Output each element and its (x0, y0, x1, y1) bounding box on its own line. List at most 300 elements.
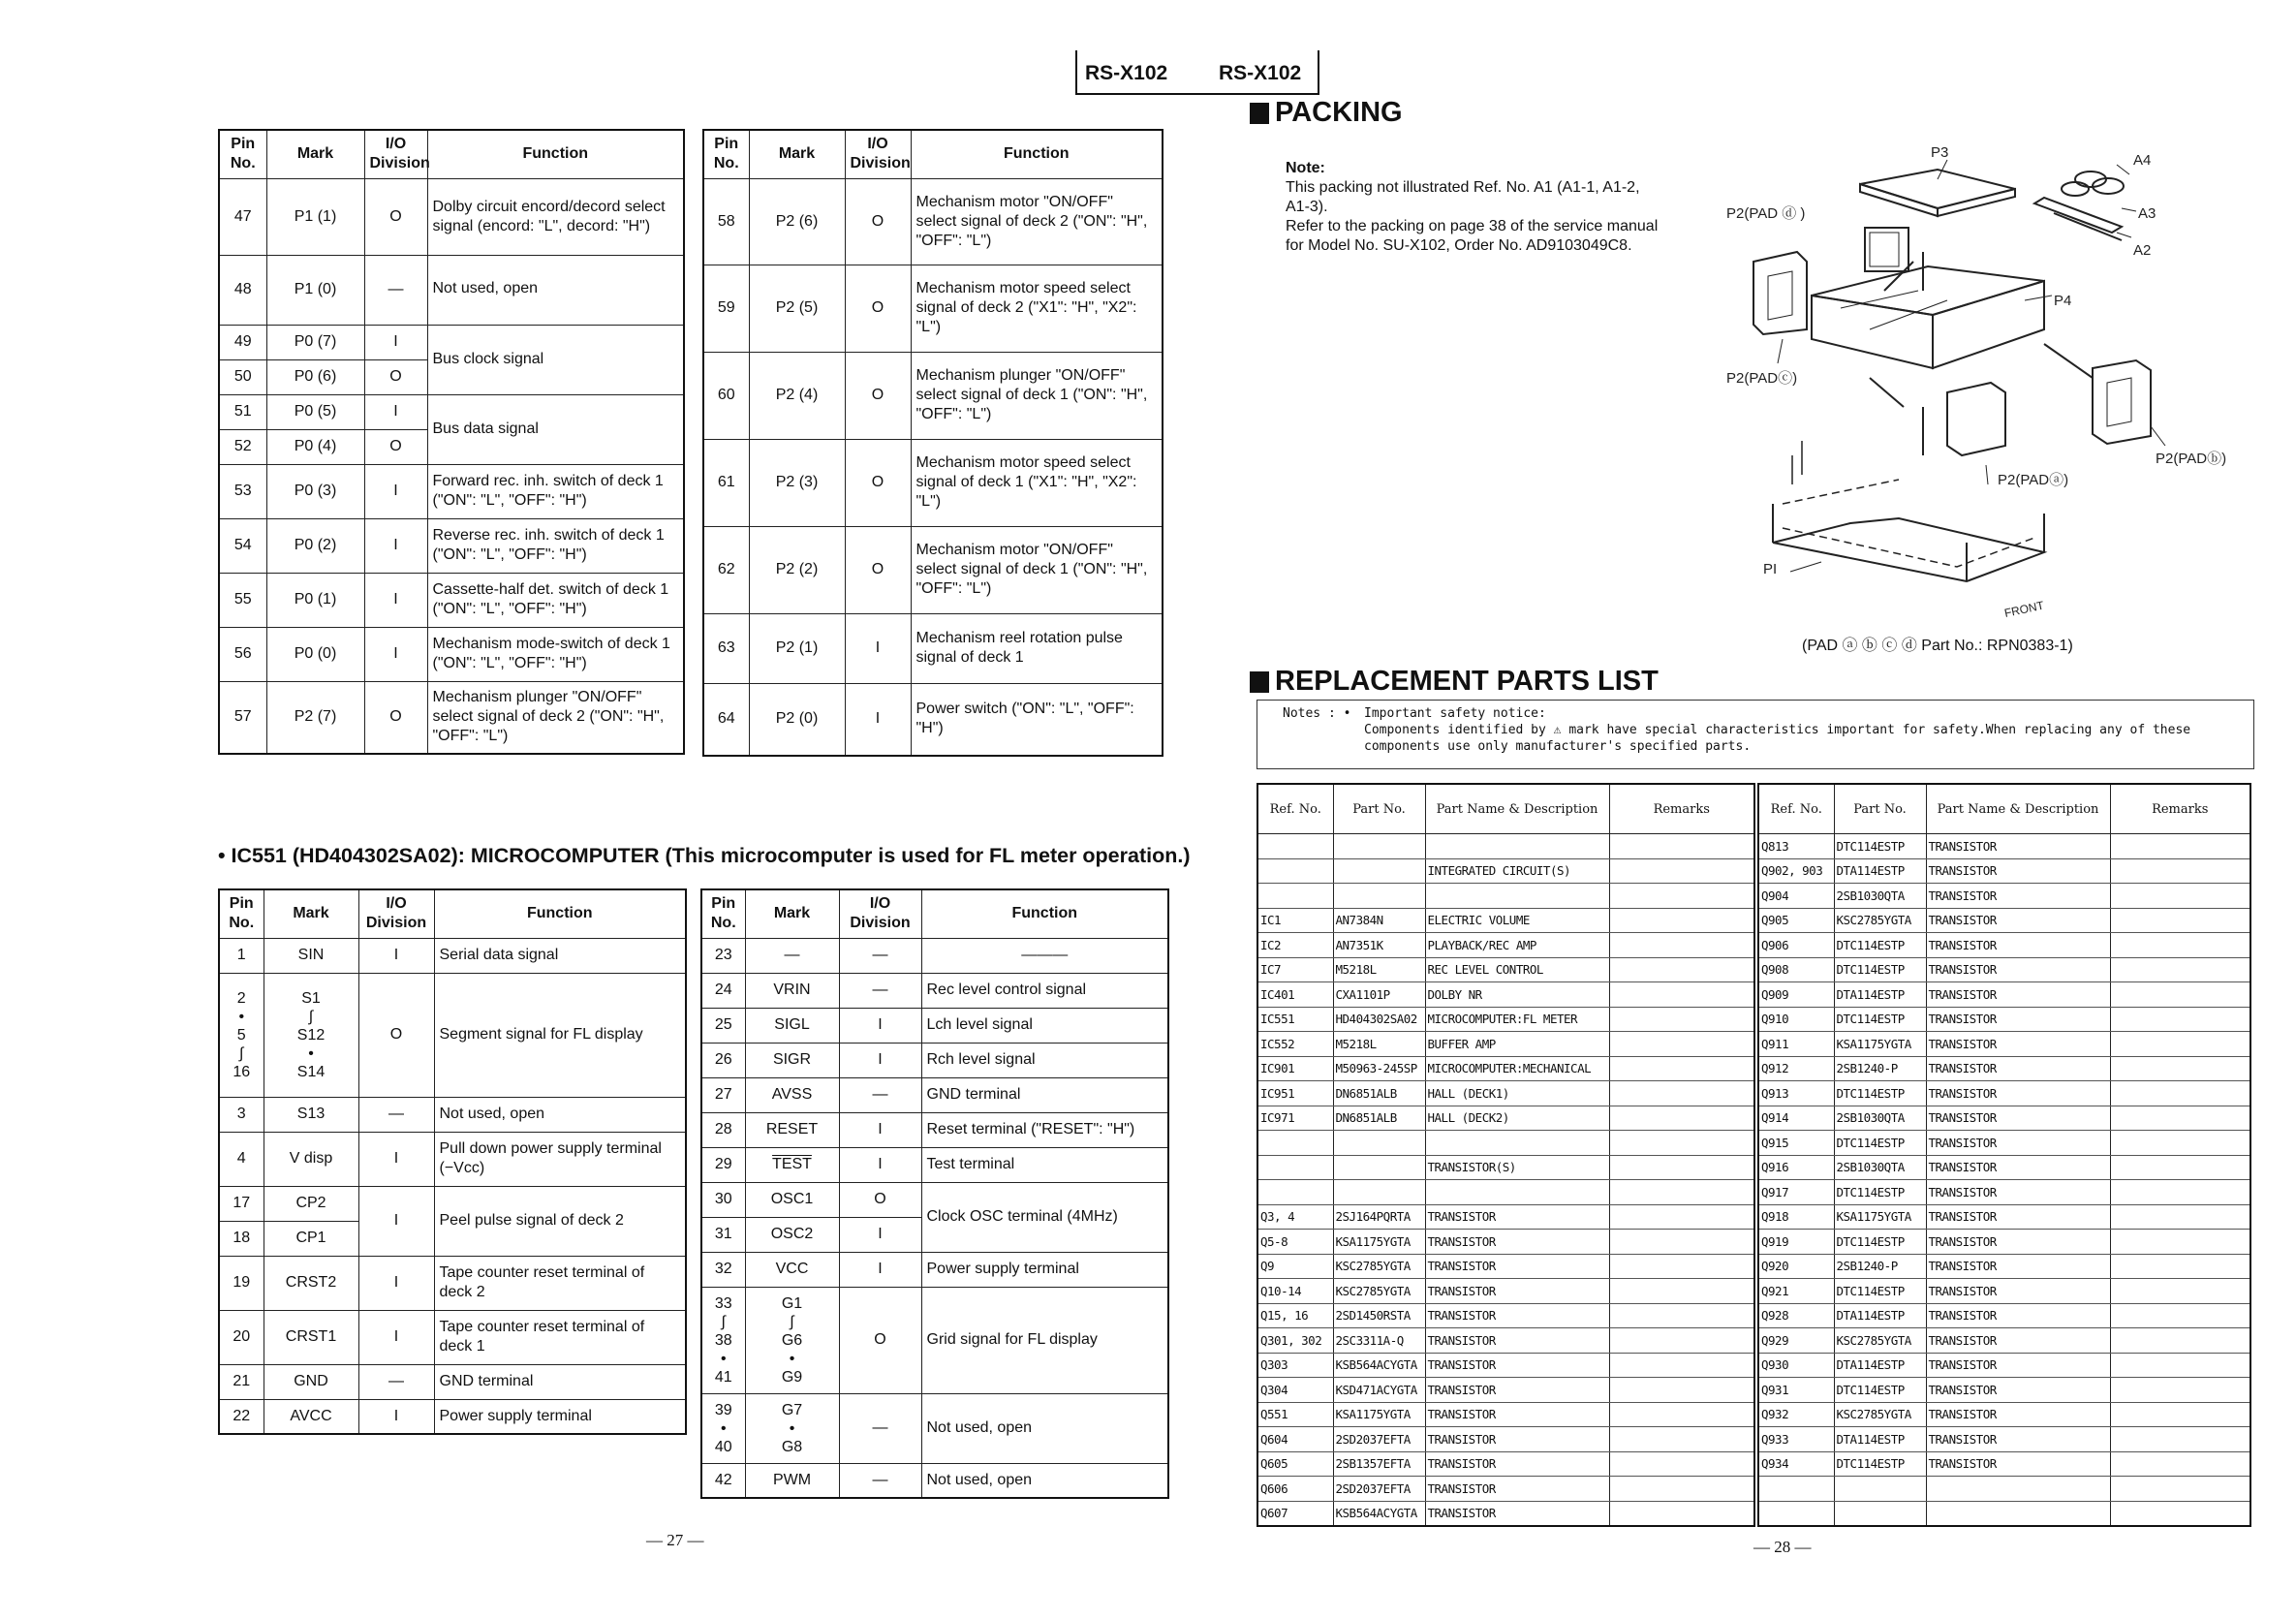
cell-name: REC LEVEL CONTROL (1425, 957, 1609, 982)
cell-name (1425, 834, 1609, 859)
cell-part: KSA1175YGTA (1333, 1230, 1425, 1255)
cell-name: TRANSISTOR (1926, 908, 2110, 933)
table-row (1257, 908, 1754, 933)
cell-rem (2110, 1032, 2250, 1057)
cell-part: KSC2785YGTA (1834, 908, 1926, 933)
cell-part: DTC114ESTP (1834, 1007, 1926, 1032)
pin-table-2 (702, 129, 1164, 757)
cell-rem (1609, 1155, 1754, 1180)
cell-ref (1257, 834, 1333, 859)
label-pad-b: P2(PADⓑ) (2156, 451, 2227, 467)
cell-rem (1609, 1032, 1754, 1057)
cell-name: HALL (DECK2) (1425, 1106, 1609, 1131)
ic551-section-title: • IC551 (HD404302SA02): MICROCOMPUTER (This microcomputer is used for FL meter operation.) (218, 844, 1191, 867)
pin-table-4 (700, 888, 1169, 1499)
cell-name: DOLBY NR (1425, 982, 1609, 1008)
cell-rem (1609, 1131, 1754, 1156)
cell-name (1425, 884, 1609, 909)
table-row: 30 OSC1 O Clock OSC terminal (4MHz) (701, 1182, 1168, 1217)
cell-ref: Q921 (1758, 1279, 1834, 1304)
cell-ref: Q906 (1758, 933, 1834, 958)
cell-ref: Q916 (1758, 1155, 1834, 1180)
table-row (1758, 1427, 2250, 1452)
table-row (1758, 1501, 2250, 1526)
col-part-no: Part No. (1834, 784, 1926, 834)
cell-rem (2110, 908, 2250, 933)
cell-name: TRANSISTOR (1425, 1477, 1609, 1502)
table-row (1257, 982, 1754, 1008)
cell-part: M5218L (1333, 1032, 1425, 1057)
table-row: 25 SIGL I Lch level signal (701, 1008, 1168, 1043)
cell-name (1926, 1501, 2110, 1526)
table-row (1758, 1155, 2250, 1180)
cell-name: TRANSISTOR (1926, 1353, 2110, 1378)
table-row (1257, 1180, 1754, 1205)
cell-rem (1609, 1106, 1754, 1131)
cell-rem (1609, 1427, 1754, 1452)
cell-ref: IC951 (1257, 1081, 1333, 1106)
table-row (1257, 1254, 1754, 1279)
cell-rem (2110, 1204, 2250, 1230)
cell-name: TRANSISTOR(S) (1425, 1155, 1609, 1180)
cell-ref: Q919 (1758, 1230, 1834, 1255)
cell-part: 2SB1030QTA (1834, 884, 1926, 909)
cell-part: DN6851ALB (1333, 1081, 1425, 1106)
col-io: I/O Division (364, 130, 427, 178)
cell-part: DTA114ESTP (1834, 1353, 1926, 1378)
cell-name: TRANSISTOR (1926, 1279, 2110, 1304)
cell-name: ELECTRIC VOLUME (1425, 908, 1609, 933)
cell-name: TRANSISTOR (1425, 1402, 1609, 1427)
table-row: 26 SIGR I Rch level signal (701, 1043, 1168, 1077)
table-row (1758, 1378, 2250, 1403)
pad-a (1947, 383, 2005, 455)
label-p3: P3 (1931, 144, 1949, 161)
cell-ref: Q605 (1257, 1451, 1333, 1477)
label-pad-c: P2(PADⓒ) (1726, 370, 1798, 387)
label-a4: A4 (2133, 152, 2152, 169)
cell-name: TRANSISTOR (1926, 1378, 2110, 1403)
cell-rem (2110, 858, 2250, 884)
table-row (1257, 1402, 1754, 1427)
cell-part: DTC114ESTP (1834, 1180, 1926, 1205)
cell-name: TRANSISTOR (1926, 1180, 2110, 1205)
cell-rem (2110, 884, 2250, 909)
label-a3: A3 (2138, 205, 2156, 222)
cell-ref: Q908 (1758, 957, 1834, 982)
table-row: 55 P0 (1) I Cassette-half det. switch of deck 1 ("ON": "L", "OFF": "H") (219, 573, 684, 627)
cell-part: CXA1101P (1333, 982, 1425, 1008)
pin-table-1 (218, 129, 685, 755)
cell-rem (2110, 1131, 2250, 1156)
col-io: I/O Division (839, 889, 921, 938)
table-row: 53 P0 (3) I Forward rec. inh. switch of deck 1 ("ON": "L", "OFF": "H") (219, 464, 684, 518)
cell-rem (1609, 1451, 1754, 1477)
table-row: 51 P0 (5) I Bus data signal (219, 394, 684, 429)
table-row (1257, 1451, 1754, 1477)
table-row: 18 CP1 (219, 1221, 686, 1256)
table-row (1758, 1032, 2250, 1057)
table-row (1758, 858, 2250, 884)
accessory-a2 (2034, 198, 2122, 233)
cell-name: TRANSISTOR (1425, 1427, 1609, 1452)
table-row (1758, 982, 2250, 1008)
cell-ref (1257, 1155, 1333, 1180)
table-row (1257, 1056, 1754, 1081)
table-row (1758, 1303, 2250, 1328)
parts-table-right (1757, 783, 2251, 1527)
label-pad-a: P2(PADⓐ) (1998, 472, 2069, 488)
cell-name: TRANSISTOR (1926, 1230, 2110, 1255)
cell-part: DTA114ESTP (1834, 858, 1926, 884)
table-row (1758, 1106, 2250, 1131)
cell-part (1834, 1477, 1926, 1502)
table-row (1257, 858, 1754, 884)
cell-rem (2110, 1106, 2250, 1131)
cell-ref: Q5-8 (1257, 1230, 1333, 1255)
table-row: 33 ∫ 38 • 41 G1 ∫ G6 • G9 O Grid signal for FL display (701, 1287, 1168, 1393)
cell-part: KSB564ACYGTA (1333, 1353, 1425, 1378)
table-row (1257, 933, 1754, 958)
table-row: 58 P2 (6) O Mechanism motor "ON/OFF" select signal of deck 2 ("ON": "H", "OFF": "L") (703, 178, 1163, 265)
cell-ref: Q909 (1758, 982, 1834, 1008)
cell-ref: Q15, 16 (1257, 1303, 1333, 1328)
table-row: 64 P2 (0) I Power switch ("ON": "L", "OFF": "H") (703, 683, 1163, 756)
cell-name: TRANSISTOR (1926, 884, 2110, 909)
cell-name: TRANSISTOR (1926, 1155, 2110, 1180)
cell-rem (1609, 1501, 1754, 1526)
cell-rem (1609, 1007, 1754, 1032)
cell-name: TRANSISTOR (1425, 1254, 1609, 1279)
cell-part: AN7384N (1333, 908, 1425, 933)
table-row (1758, 933, 2250, 958)
table-row: 57 P2 (7) O Mechanism plunger "ON/OFF" select signal of deck 2 ("ON": "H", "OFF": "L") (219, 681, 684, 754)
cell-part: DN6851ALB (1333, 1106, 1425, 1131)
table-row: 60 P2 (4) O Mechanism plunger "ON/OFF" select signal of deck 1 ("ON": "H", "OFF": "L") (703, 352, 1163, 439)
cell-name (1425, 1131, 1609, 1156)
cell-rem (1609, 1254, 1754, 1279)
table-row (1758, 1279, 2250, 1304)
cell-part: DTC114ESTP (1834, 1378, 1926, 1403)
cell-rem (2110, 1279, 2250, 1304)
cell-rem (2110, 1328, 2250, 1354)
cell-rem (2110, 982, 2250, 1008)
col-io: I/O Division (358, 889, 434, 938)
cell-rem (1609, 1303, 1754, 1328)
cell-name: TRANSISTOR (1926, 1328, 2110, 1354)
cell-part: 2SB1240-P (1834, 1056, 1926, 1081)
cell-rem (1609, 1402, 1754, 1427)
table-row: 59 P2 (5) O Mechanism motor speed select signal of deck 2 ("X1": "H", "X2": "L") (703, 265, 1163, 352)
table-row (1758, 884, 2250, 909)
cell-name: TRANSISTOR (1926, 1303, 2110, 1328)
cell-ref: Q9 (1257, 1254, 1333, 1279)
table-row (1257, 1230, 1754, 1255)
table-row: 54 P0 (2) I Reverse rec. inh. switch of deck 1 ("ON": "L", "OFF": "H") (219, 518, 684, 573)
table-row (1257, 1204, 1754, 1230)
col-part-name: Part Name & Description (1926, 784, 2110, 834)
table-row (1257, 1155, 1754, 1180)
safety-notice: Notes : • Important safety notice: Components identified by ⚠ mark have special characteristics important for safety.When replacing any of these components use only manufacturer's specified parts. (1257, 700, 2254, 769)
cell-rem (1609, 957, 1754, 982)
packing-diagram (1724, 136, 2267, 639)
table-row: 47 P1 (1) O Dolby circuit encord/decord select signal (encord: "L", decord: "H") (219, 178, 684, 255)
cell-part: KSC2785YGTA (1834, 1402, 1926, 1427)
table-row (1257, 1032, 1754, 1057)
cell-rem (1609, 1279, 1754, 1304)
cell-rem (1609, 1353, 1754, 1378)
cell-ref: IC552 (1257, 1032, 1333, 1057)
parts-table-left (1257, 783, 1755, 1527)
cell-rem (1609, 1230, 1754, 1255)
cell-name: HALL (DECK1) (1425, 1081, 1609, 1106)
cell-rem (2110, 1254, 2250, 1279)
table-row (1257, 1131, 1754, 1156)
cell-part: M50963-245SP (1333, 1056, 1425, 1081)
cell-name (1926, 1477, 2110, 1502)
label-pad-d: P2(PAD ⓓ ) (1726, 205, 1806, 222)
cell-rem (2110, 1451, 2250, 1477)
cell-ref: Q931 (1758, 1378, 1834, 1403)
cell-ref: IC551 (1257, 1007, 1333, 1032)
cell-ref: Q932 (1758, 1402, 1834, 1427)
cell-rem (1609, 1180, 1754, 1205)
table-row (1257, 834, 1754, 859)
cell-part: 2SB1240-P (1834, 1254, 1926, 1279)
table-row: 4 V disp I Pull down power supply terminal (−Vcc) (219, 1132, 686, 1186)
page-number-right: — 28 — (1753, 1538, 1812, 1556)
cell-rem (1609, 982, 1754, 1008)
table-row: 32 VCC I Power supply terminal (701, 1252, 1168, 1287)
section-bullet-icon (1250, 103, 1269, 124)
table-row (1257, 1477, 1754, 1502)
cell-name: TRANSISTOR (1926, 1106, 2110, 1131)
cell-rem (1609, 858, 1754, 884)
cell-rem (2110, 1378, 2250, 1403)
cell-part (1333, 858, 1425, 884)
page-number-left: — 27 — (646, 1531, 704, 1549)
cell-name: TRANSISTOR (1926, 1402, 2110, 1427)
cell-ref: Q303 (1257, 1353, 1333, 1378)
cell-part: DTC114ESTP (1834, 1279, 1926, 1304)
cell-part: 2SB1357EFTA (1333, 1451, 1425, 1477)
table-row (1758, 1353, 2250, 1378)
cell-name: TRANSISTOR (1926, 1032, 2110, 1057)
table-row: 63 P2 (1) I Mechanism reel rotation pulse signal of deck 1 (703, 613, 1163, 683)
cell-part: DTC114ESTP (1834, 933, 1926, 958)
cell-part (1333, 1155, 1425, 1180)
cell-name: TRANSISTOR (1926, 1254, 2110, 1279)
cell-ref: Q905 (1758, 908, 1834, 933)
cell-ref: Q928 (1758, 1303, 1834, 1328)
cell-rem (1609, 1378, 1754, 1403)
table-row: 1 SIN I Serial data signal (219, 938, 686, 973)
cell-part (1333, 884, 1425, 909)
cell-ref: IC1 (1257, 908, 1333, 933)
cell-part: DTC114ESTP (1834, 1131, 1926, 1156)
cell-name: MICROCOMPUTER:FL METER (1425, 1007, 1609, 1032)
cell-name: TRANSISTOR (1425, 1378, 1609, 1403)
cell-part: 2SJ164PQRTA (1333, 1204, 1425, 1230)
table-row (1758, 1477, 2250, 1502)
table-row (1758, 1402, 2250, 1427)
col-ref-no: Ref. No. (1257, 784, 1333, 834)
cell-name: TRANSISTOR (1926, 1427, 2110, 1452)
cell-rem (2110, 834, 2250, 859)
table-row: 42 PWM — Not used, open (701, 1463, 1168, 1498)
label-p4: P4 (2054, 293, 2072, 309)
packing-note: Note: This packing not illustrated Ref. No. A1 (A1-1, A1-2, A1-3). Refer to the packing on page 38 of the service manual for Model No. SU-X102, Order No. AD9103049C8. (1286, 160, 1659, 254)
table-row: 17 CP2 I Peel pulse signal of deck 2 (219, 1186, 686, 1221)
cell-ref: Q902, 903 (1758, 858, 1834, 884)
cell-ref: Q911 (1758, 1032, 1834, 1057)
table-row (1257, 1328, 1754, 1354)
cell-ref (1257, 858, 1333, 884)
cell-part: KSC2785YGTA (1333, 1254, 1425, 1279)
cell-ref: Q915 (1758, 1131, 1834, 1156)
col-part-name: Part Name & Description (1425, 784, 1609, 834)
cell-rem (2110, 1056, 2250, 1081)
table-row: 19 CRST2 I Tape counter reset terminal of deck 2 (219, 1256, 686, 1310)
cell-name (1425, 1180, 1609, 1205)
pad-b (2093, 360, 2151, 444)
cell-part (1834, 1501, 1926, 1526)
table-row (1257, 1353, 1754, 1378)
table-row (1758, 908, 2250, 933)
table-row: 61 P2 (3) O Mechanism motor speed select signal of deck 1 ("X1": "H", "X2": "L") (703, 439, 1163, 526)
cell-name: MICROCOMPUTER:MECHANICAL (1425, 1056, 1609, 1081)
table-row (1257, 1427, 1754, 1452)
table-row (1758, 1254, 2250, 1279)
cell-part: KSC2785YGTA (1834, 1328, 1926, 1354)
col-part-no: Part No. (1333, 784, 1425, 834)
table-row (1758, 1230, 2250, 1255)
table-row: 2 • 5 ∫ 16 S1 ∫ S12 • S14 O Segment signal for FL display (219, 973, 686, 1097)
cell-name: TRANSISTOR (1926, 1204, 2110, 1230)
table-row (1758, 1007, 2250, 1032)
table-row (1758, 1180, 2250, 1205)
table-row (1257, 1303, 1754, 1328)
cell-ref: IC401 (1257, 982, 1333, 1008)
col-ref-no: Ref. No. (1758, 784, 1834, 834)
col-function: Function (434, 889, 686, 938)
table-row: 52 P0 (4) O (219, 429, 684, 464)
cell-rem (2110, 1303, 2250, 1328)
cell-ref: Q813 (1758, 834, 1834, 859)
pad-d (1865, 228, 1908, 271)
cell-ref (1257, 1131, 1333, 1156)
col-pin-no: Pin No. (701, 889, 745, 938)
cell-rem (1609, 1204, 1754, 1230)
section-bullet-icon (1250, 671, 1269, 693)
cell-name: TRANSISTOR (1926, 1081, 2110, 1106)
cell-ref: IC2 (1257, 933, 1333, 958)
table-row: 50 P0 (6) O (219, 359, 684, 394)
table-row (1257, 1106, 1754, 1131)
col-function: Function (921, 889, 1168, 938)
table-row (1758, 1081, 2250, 1106)
table-row (1257, 1081, 1754, 1106)
cell-rem (2110, 1353, 2250, 1378)
cell-part: 2SB1030QTA (1834, 1155, 1926, 1180)
cell-ref: Q914 (1758, 1106, 1834, 1131)
cell-part: M5218L (1333, 957, 1425, 982)
table-row: 31 OSC2 I (701, 1217, 1168, 1252)
table-row (1758, 1056, 2250, 1081)
cell-part: DTC114ESTP (1834, 1230, 1926, 1255)
cell-ref: Q917 (1758, 1180, 1834, 1205)
cell-ref: Q551 (1257, 1402, 1333, 1427)
cell-name: TRANSISTOR (1425, 1353, 1609, 1378)
table-row (1758, 1204, 2250, 1230)
cell-ref: Q934 (1758, 1451, 1834, 1477)
cell-part: KSA1175YGTA (1834, 1204, 1926, 1230)
cell-name: TRANSISTOR (1926, 1451, 2110, 1477)
table-row: 62 P2 (2) O Mechanism motor "ON/OFF" select signal of deck 1 ("ON": "H", "OFF": "L") (703, 526, 1163, 613)
cell-rem (1609, 933, 1754, 958)
cell-name: TRANSISTOR (1926, 858, 2110, 884)
cell-ref: Q920 (1758, 1254, 1834, 1279)
cell-ref (1257, 884, 1333, 909)
table-row: 27 AVSS — GND terminal (701, 1077, 1168, 1112)
cell-part: DTC114ESTP (1834, 1451, 1926, 1477)
cell-part: KSD471ACYGTA (1333, 1378, 1425, 1403)
cell-name: TRANSISTOR (1926, 982, 2110, 1008)
col-function: Function (911, 130, 1163, 178)
cell-ref: Q10-14 (1257, 1279, 1333, 1304)
cell-name: TRANSISTOR (1425, 1451, 1609, 1477)
table-row: 39 • 40 G7 • G8 — Not used, open (701, 1393, 1168, 1463)
table-row (1758, 834, 2250, 859)
model-name-left: RS-X102 (1085, 62, 1168, 84)
col-function: Function (427, 130, 684, 178)
cell-name: TRANSISTOR (1425, 1279, 1609, 1304)
cell-part (1333, 834, 1425, 859)
cell-rem (2110, 1427, 2250, 1452)
cell-rem (2110, 1081, 2250, 1106)
pad-c (1753, 252, 1807, 334)
table-row (1257, 1501, 1754, 1526)
col-mark: Mark (749, 130, 845, 178)
table-row: 3 S13 — Not used, open (219, 1097, 686, 1132)
table-row (1758, 1131, 2250, 1156)
cell-name: TRANSISTOR (1425, 1501, 1609, 1526)
cell-name: INTEGRATED CIRCUIT(S) (1425, 858, 1609, 884)
cell-ref: IC971 (1257, 1106, 1333, 1131)
cell-ref: Q912 (1758, 1056, 1834, 1081)
table-row: 20 CRST1 I Tape counter reset terminal of deck 1 (219, 1310, 686, 1364)
cell-part: AN7351K (1333, 933, 1425, 958)
cell-name: TRANSISTOR (1926, 834, 2110, 859)
table-row: 23 — — ——— (701, 938, 1168, 973)
cell-rem (1609, 1477, 1754, 1502)
table-row (1257, 1279, 1754, 1304)
table-row (1257, 1378, 1754, 1403)
cell-name: TRANSISTOR (1926, 957, 2110, 982)
col-remarks: Remarks (1609, 784, 1754, 834)
col-mark: Mark (745, 889, 839, 938)
cell-rem (2110, 1180, 2250, 1205)
cell-ref: Q301, 302 (1257, 1328, 1333, 1354)
cell-ref: Q918 (1758, 1204, 1834, 1230)
model-name-right: RS-X102 (1219, 62, 1302, 84)
cell-rem (2110, 1230, 2250, 1255)
cell-part: HD404302SA02 (1333, 1007, 1425, 1032)
cell-ref (1257, 1180, 1333, 1205)
table-row: 48 P1 (0) — Not used, open (219, 255, 684, 325)
cell-rem (1609, 1056, 1754, 1081)
table-row: 24 VRIN — Rec level control signal (701, 973, 1168, 1008)
